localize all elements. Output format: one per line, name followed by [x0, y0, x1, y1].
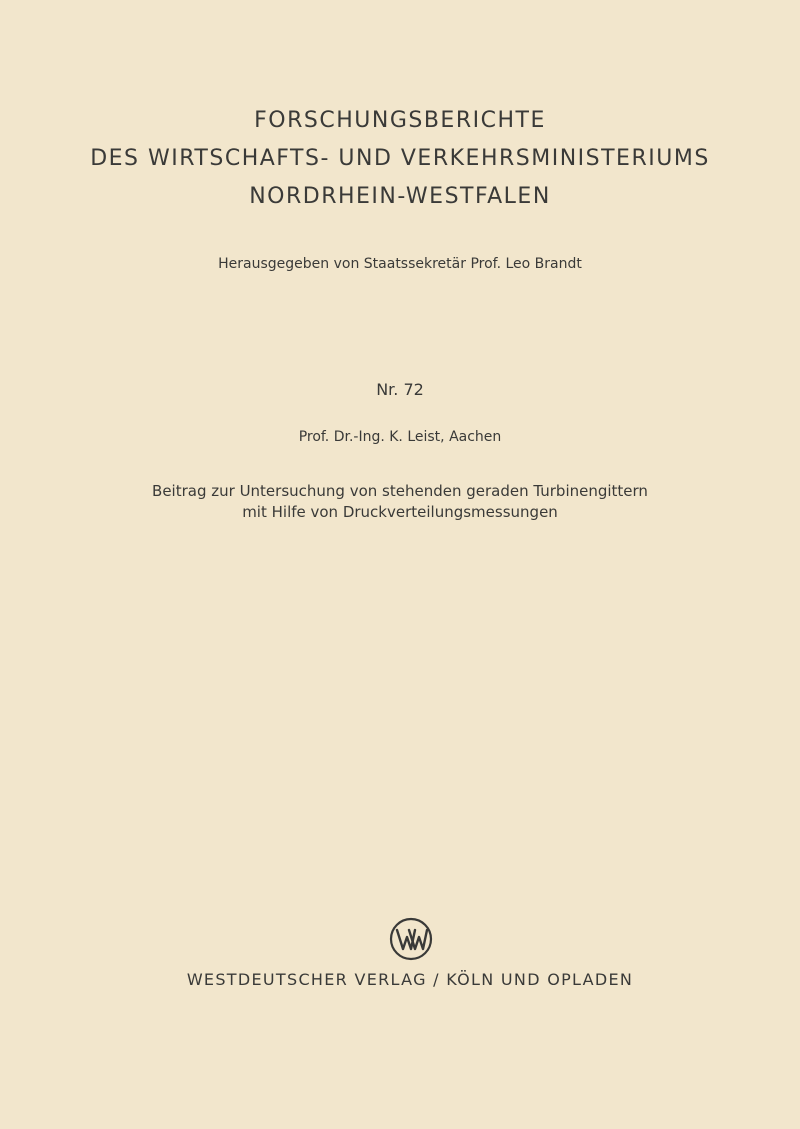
report-number: Nr. 72	[376, 380, 424, 399]
wv-publisher-logo-icon	[388, 916, 434, 962]
series-title-line-1: FORSCHUNGSBERICHTE	[254, 108, 546, 133]
editor-line: Herausgegeben von Staatssekretär Prof. Leo Brandt	[218, 256, 582, 272]
series-title	[0, 102, 800, 216]
series-title-line-2: DES WIRTSCHAFTS- UND VERKEHRSMINISTERIUMS	[90, 146, 710, 171]
report-title-line-1: Beitrag zur Untersuchung von stehenden geraden Turbinengittern	[152, 482, 648, 500]
author-line: Prof. Dr.-Ing. K. Leist, Aachen	[298, 429, 502, 445]
series-title-line-3: NORDRHEIN-WESTFALEN	[249, 184, 551, 209]
publisher-line: WESTDEUTSCHER VERLAG / KÖLN UND OPLADEN	[186, 970, 634, 989]
report-title-line-2: mit Hilfe von Druckverteilungsmessungen	[242, 503, 558, 521]
report-title	[0, 481, 800, 523]
